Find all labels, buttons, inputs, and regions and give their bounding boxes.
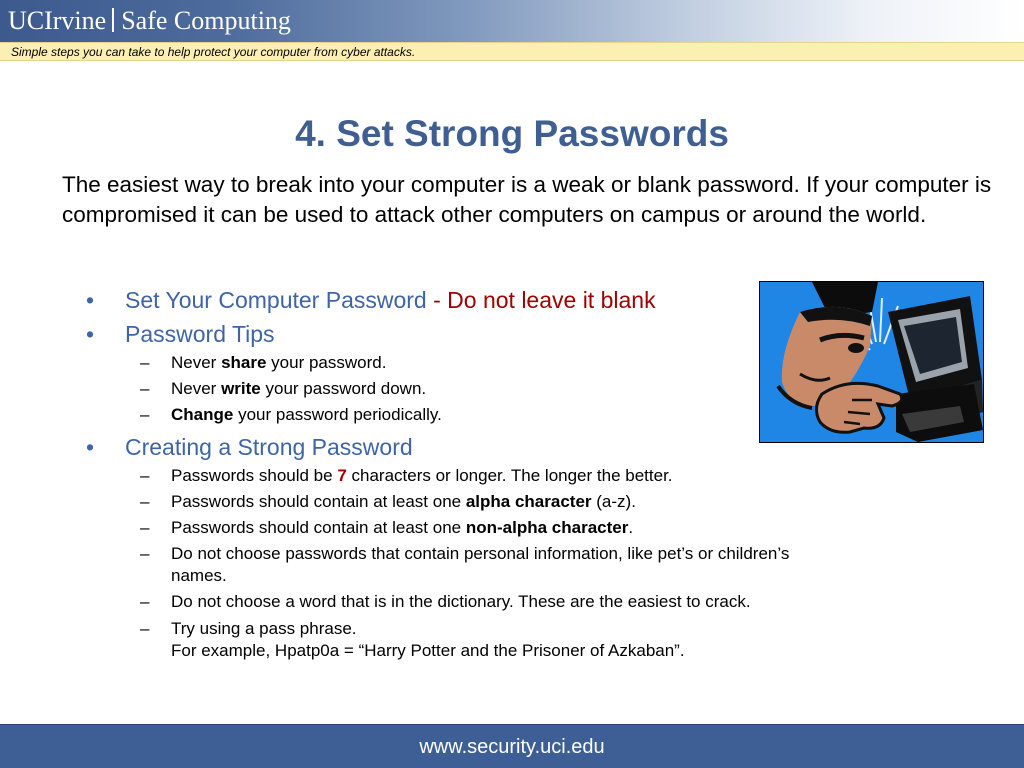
tip-text <box>171 378 426 400</box>
rule-text <box>171 465 673 487</box>
tip-post: your password. <box>266 353 387 372</box>
bullet-label: Creating a Strong Password <box>125 434 413 460</box>
brand-secondary: Safe Computing <box>121 6 291 35</box>
rule-line: For example, Hpatp0a = “Harry Potter and the Prisoner of Azkaban”. <box>171 641 685 660</box>
hacker-computer-icon <box>760 282 983 442</box>
bullet-note: Do not leave it blank <box>447 287 656 313</box>
uci-logo[interactable] <box>8 4 291 38</box>
rule-text <box>171 543 789 587</box>
hacker-computer-illustration <box>759 281 984 443</box>
tip-bold: write <box>221 379 261 398</box>
footer-bar <box>0 724 1024 768</box>
rule-post: characters or longer. The longer the better. <box>346 466 673 485</box>
rule-line: Try using a pass phrase. <box>171 619 357 638</box>
tagline-bar <box>0 42 1024 61</box>
bullet-marker: • <box>86 287 95 313</box>
rule-line: names. <box>171 566 227 585</box>
dash-marker: – <box>140 518 150 537</box>
tip-pre: Never <box>171 353 222 372</box>
rule-text <box>171 517 633 539</box>
brand-primary: UCIrvine <box>8 6 107 35</box>
rule-bold: 7 <box>337 466 347 485</box>
rule-line: Do not choose passwords that contain personal information, like pet’s or children’s <box>171 544 790 563</box>
dash-marker: – <box>140 379 150 398</box>
dash-marker: – <box>140 619 150 638</box>
tagline: Simple steps you can take to help protect your computer from cyber attacks. <box>11 45 416 59</box>
tip-post: your password down. <box>260 379 427 398</box>
rule-post: . <box>628 518 634 537</box>
rule-bold: alpha character <box>465 492 592 511</box>
rule-post: (a-z). <box>591 492 636 511</box>
dash-marker: – <box>140 592 150 611</box>
rule-text <box>171 618 685 662</box>
bullet-marker: • <box>86 321 95 347</box>
bullet-text <box>125 285 656 315</box>
bullet-separator: - <box>426 287 448 313</box>
rule-bold: non-alpha character <box>465 518 629 537</box>
tip-text <box>171 352 386 374</box>
tip-bold: share <box>221 353 267 372</box>
intro-paragraph: The easiest way to break into your computer is a weak or blank password. If your computer is compromised it can be used to attack other computers on campus or around the world. <box>62 172 992 227</box>
footer-url-link[interactable]: www.security.uci.edu <box>419 736 605 758</box>
tip-post: your password periodically. <box>233 405 442 424</box>
dash-marker: – <box>140 353 150 372</box>
tip-text <box>171 404 442 426</box>
dash-marker: – <box>140 492 150 511</box>
tip-bold: Change <box>171 405 234 424</box>
header-banner <box>0 0 1024 42</box>
tip-pre: Never <box>171 379 222 398</box>
brand-divider <box>112 8 114 32</box>
rule-pre: Passwords should contain at least one <box>171 518 466 537</box>
dash-marker: – <box>140 466 150 485</box>
slide-title: 4. Set Strong Passwords <box>295 113 729 154</box>
bullet-marker: • <box>86 434 95 460</box>
rule-pre: Passwords should be <box>171 466 338 485</box>
bullet-label: Set Your Computer Password <box>125 287 427 313</box>
rule-text <box>171 491 636 513</box>
rule-pre: Passwords should contain at least one <box>171 492 466 511</box>
dash-marker: – <box>140 544 150 563</box>
bullet-label: Password Tips <box>125 321 275 347</box>
dash-marker: – <box>140 405 150 424</box>
rule-text: Do not choose a word that is in the dictionary. These are the easiest to crack. <box>171 592 751 611</box>
